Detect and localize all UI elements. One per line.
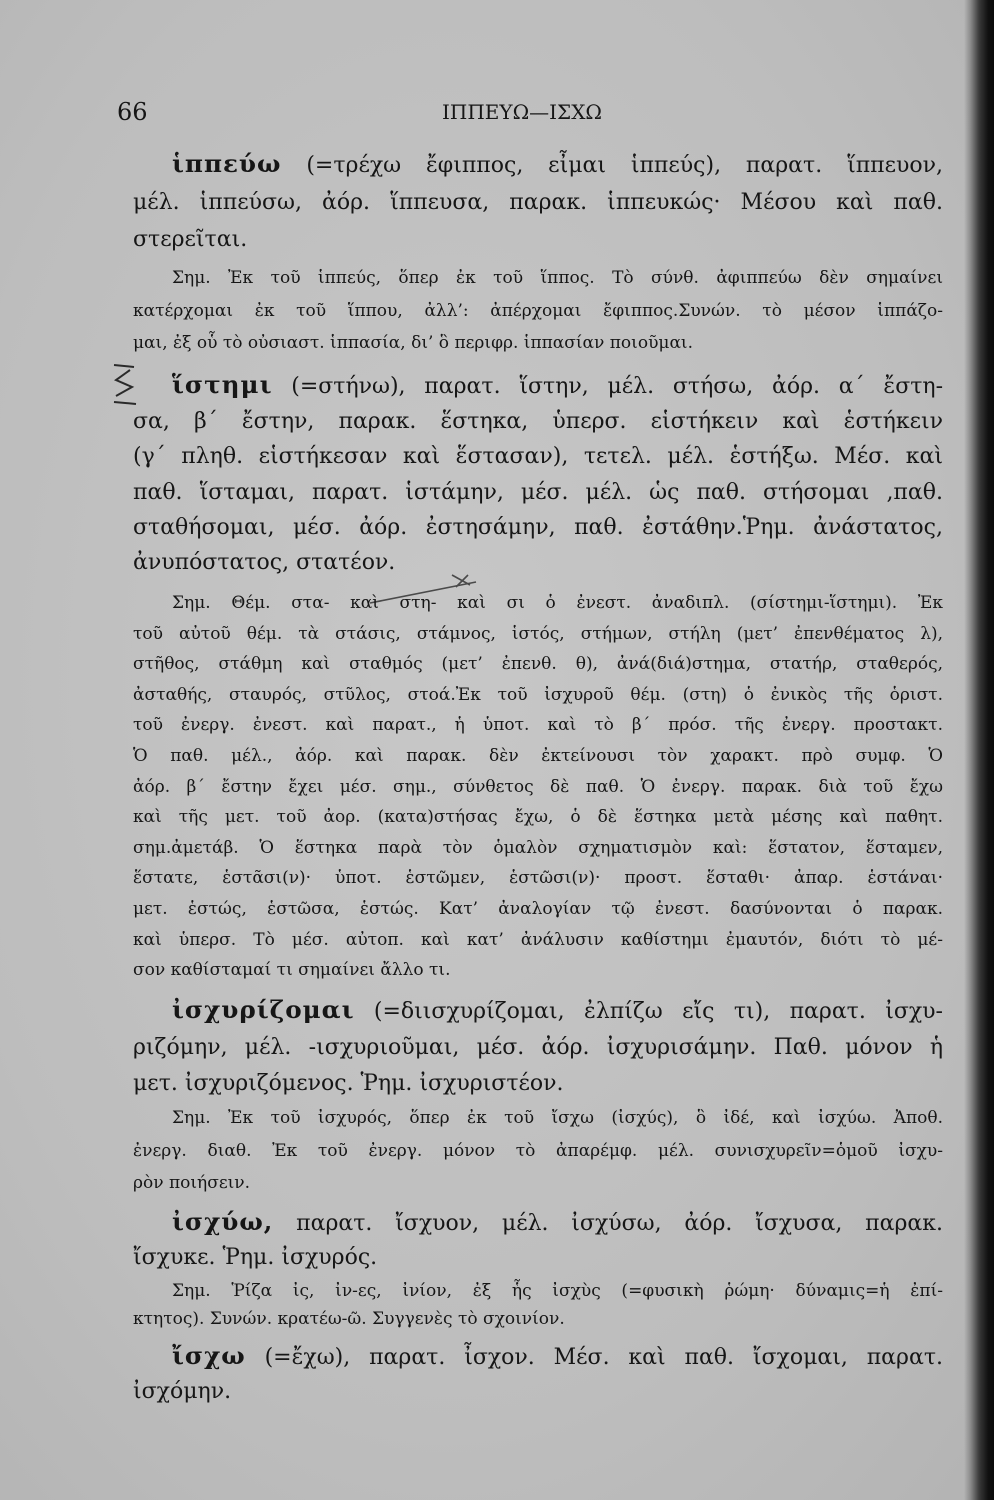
note-istemi — [133, 588, 943, 986]
entry-line — [133, 992, 943, 1030]
note-line: Σημ. Ἐκ τοῦ ἱππεύς, ὅπερ ἐκ τοῦ ἵππος. Τὸ σύνθ. ἀφιππεύω δὲν σημαίνει — [172, 268, 943, 288]
entry-ischo — [133, 1339, 943, 1409]
note-line: τοῦ ἐνεργ. ἐνεστ. καὶ παρατ., ἡ ὑποτ. καὶ τὸ β΄ πρόσ. τῆς ἐνεργ. προστακτ. — [133, 715, 943, 736]
note-line: καὶ τῆς μετ. τοῦ ἀορ. (κατα)στήσας ἔχω, ὁ δὲ ἕστηκα μετὰ μέσης καὶ παθητ. — [133, 807, 943, 828]
headword: ἰσχύω, — [172, 1207, 274, 1236]
entry-line: σταθήσομαι, μέσ. ἀόρ. ἐστησάμην, παθ. ἐστάθην.Ῥημ. ἀνάστατος, — [133, 514, 943, 540]
entry-line — [133, 1205, 943, 1241]
note-line: μαι, ἐξ οὗ τὸ οὐσιαστ. ἱππασία, δι’ ὃ περιφρ. ἱππασίαν ποιοῦμαι. — [133, 333, 694, 353]
entry-text: (=διισχυρίζομαι, ἐλπίζω εἴς τι), παρατ. ἰσχυ- — [354, 999, 943, 1024]
note-line: κατέρχομαι ἐκ τοῦ ἵππου, ἀλλ’: ἀπέρχομαι ἔφιππος.Συνών. τὸ μέσον ἱππάζο- — [133, 300, 943, 321]
note-line: Σημ. Ἐκ τοῦ ἰσχυρός, ὅπερ ἐκ τοῦ ἴσχω (ἰσχύς), ὃ ἰδέ, καὶ ἰσχύω. Ἀποθ. — [172, 1108, 943, 1128]
headword: ἴσχω — [172, 1341, 246, 1370]
page-edge-shadow — [964, 0, 994, 1500]
page-number: 66 — [117, 98, 148, 126]
note-line: σον καθίσταμαί τι σημαίνει ἄλλο τι. — [133, 960, 451, 981]
entry-line: (γ΄ πληθ. εἱστήκεσαν καὶ ἕστασαν), τετελ. μέλ. ἑστήξω. Μέσ. καὶ — [133, 444, 943, 470]
entry-ischyo — [133, 1205, 943, 1275]
entry-line: στερεῖται. — [133, 227, 248, 252]
note-line: μετ. ἑστώς, ἑστῶσα, ἑστώς. Κατ’ ἀναλογίαν τῷ ἐνεστ. δασύνονται ὁ παρακ. — [133, 898, 943, 919]
note-ischyo — [133, 1278, 943, 1333]
entry-line — [133, 367, 943, 404]
running-head: ΙΠΠΕΥΩ—ΙΣΧΩ — [441, 100, 603, 124]
entry-text: (=τρέχω ἔφιππος, εἶμαι ἱππεύς), παρατ. ἵππευον, — [281, 153, 943, 178]
entry-ippeuo — [133, 145, 943, 258]
entry-line: μέλ. ἱππεύσω, ἀόρ. ἵππευσα, παρακ. ἱππευκώς· Μέσου καὶ παθ. — [133, 190, 943, 215]
entry-line — [133, 1339, 943, 1375]
note-line: σημ.ἀμετάβ. Ὁ ἕστηκα παρὰ τὸν ὁμαλὸν σχηματισμὸν καὶ: ἕστατον, ἕσταμεν, — [133, 837, 943, 858]
note-line: Σημ. Ῥίζα ἰς, ἰν-ες, ἰνίον, ἐξ ἧς ἰσχὺς (=φυσικὴ ῥώμη· δύναμις=ἡ ἐπί- — [172, 1281, 943, 1301]
entry-line: ριζόμην, μέλ. -ισχυριοῦμαι, μέσ. ἀόρ. ἰσχυρισάμην. Παθ. μόνον ἡ — [133, 1035, 943, 1060]
entry-istemi — [133, 367, 943, 580]
headword: ἰσχυρίζομαι — [172, 995, 355, 1024]
entry-ischyrizomai — [133, 992, 943, 1102]
note-line: τοῦ αὐτοῦ θέμ. τὰ στάσις, στάμνος, ἱστός, στήμων, στήλη (μετ’ ἐπενθέματος λ), — [133, 623, 943, 644]
entry-line: παθ. ἵσταμαι, παρατ. ἱστάμην, μέσ. μέλ. ὡς παθ. στήσομαι ,παθ. — [133, 479, 943, 505]
entry-line — [133, 145, 943, 184]
entry-line: μετ. ἰσχυριζόμενος. Ῥημ. ἰσχυριστέον. — [133, 1071, 564, 1096]
note-line: κτητος). Συνών. κρατέω-ῶ. Συγγενὲς τὸ σχοινίον. — [133, 1308, 565, 1329]
note-line: ἕστατε, ἑστᾶσι(ν)· ὑποτ. ἑστῶμεν, ἑστῶσι(ν)· προστ. ἕσταθι· ἀπαρ. ἑστάναι· — [133, 868, 943, 889]
note-line: ρὸν ποιήσειν. — [133, 1173, 251, 1193]
entry-text: παρατ. ἴσχυον, μέλ. ἰσχύσω, ἀόρ. ἴσχυσα, παρακ. — [273, 1211, 943, 1236]
note-line: Ὁ παθ. μέλ., ἀόρ. καὶ παρακ. δὲν ἐκτείνουσι τὸν χαρακτ. πρὸ συμφ. Ὁ — [133, 745, 943, 766]
note-line: ἀσταθής, σταυρός, στῦλος, στοά.Ἐκ τοῦ ἰσχυροῦ θέμ. (στη) ὁ ἐνικὸς τῆς ὁριστ. — [133, 684, 943, 705]
entry-line: ἀνυπόστατος, στατέον. — [133, 550, 396, 576]
note-line: Σημ. Θέμ. στα- καὶ στη- καὶ σι ὁ ἐνεστ. ἀναδιπλ. (σίστημι-ἵστημι). Ἐκ — [172, 593, 943, 613]
note-ippeuo — [133, 262, 943, 360]
headword: ἵστημι — [172, 370, 273, 399]
note-line: ἀόρ. β΄ ἔστην ἔχει μέσ. σημ., σύνθετος δὲ παθ. Ὁ ἐνεργ. παρακ. διὰ τοῦ ἔχω — [133, 776, 943, 797]
entry-line: ἰσχόμην. — [133, 1379, 232, 1404]
headword: ἱππεύω — [172, 149, 282, 178]
note-line: στῆθος, στάθμη καὶ σταθμός (μετ’ ἐπενθ. θ), ἀνά(διά)στημα, στατήρ, σταθερός, — [133, 654, 943, 675]
entry-line: σα, β΄ ἔστην, παρακ. ἕστηκα, ὑπερσ. εἱστήκειν καὶ ἑστήκειν — [133, 409, 943, 435]
note-ischyrizomai — [133, 1102, 943, 1200]
note-line: ἐνεργ. διαθ. Ἐκ τοῦ ἐνεργ. μόνον τὸ ἀπαρέμφ. μέλ. συνισχυρεῖν=ὁμοῦ ἰσχυ- — [133, 1140, 943, 1161]
entry-line: ἴσχυκε. Ῥημ. ἰσχυρός. — [133, 1245, 378, 1270]
entry-text: (=στήνω), παρατ. ἵστην, μέλ. στήσω, ἀόρ. α΄ ἔστη- — [272, 374, 943, 399]
entry-text: (=ἔχω), παρατ. ἶσχον. Μέσ. καὶ παθ. ἴσχομαι, παρατ. — [245, 1345, 943, 1370]
note-line: καὶ ὑπερσ. Τὸ μέσ. αὐτοπ. καὶ κατ’ ἀνάλυσιν καθίστημι ἐμαυτόν, διότι τὸ μέ- — [133, 929, 943, 950]
